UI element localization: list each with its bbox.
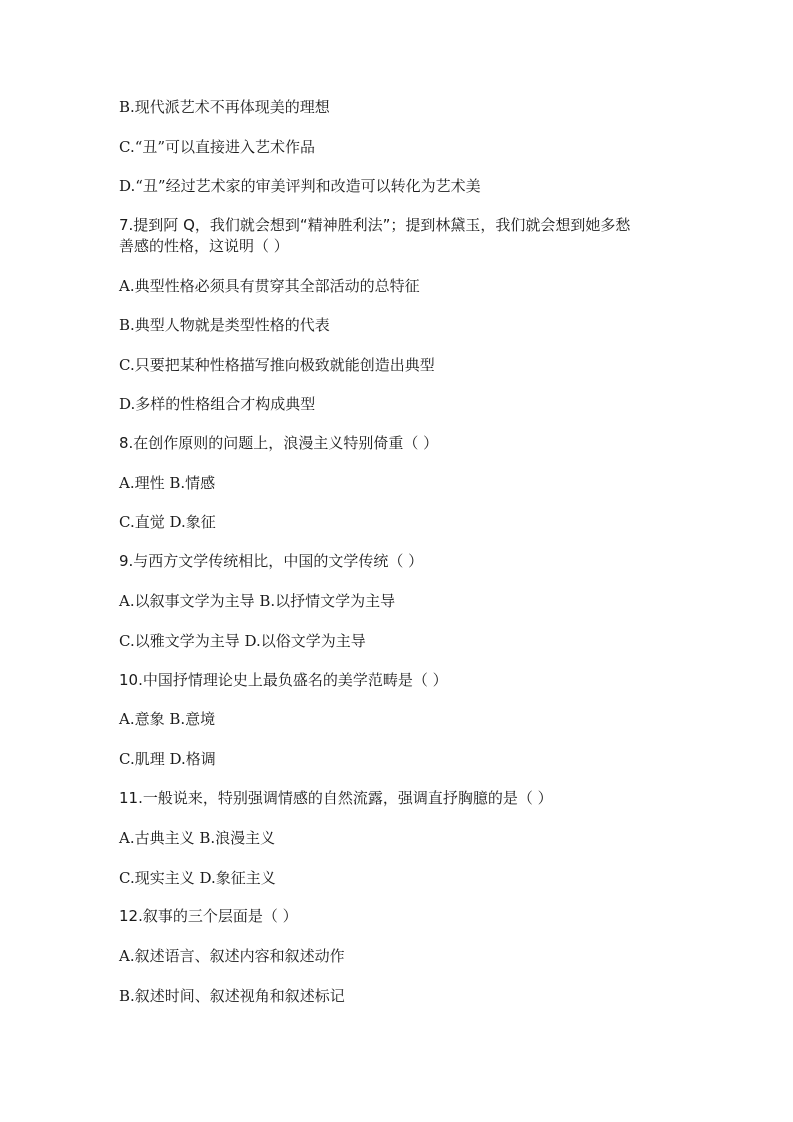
options-cd-q9: C.以雅文学为主导 D.以俗文学为主导 [119, 632, 366, 650]
question-12: 12.叙事的三个层面是（ ） [119, 907, 298, 925]
option-c-q6: C.“丑”可以直接进入艺术作品 [119, 138, 316, 156]
question-9: 9.与西方文学传统相比，中国的文学传统（ ） [119, 552, 424, 570]
option-b-q6: B.现代派艺术不再体现美的理想 [119, 98, 330, 116]
option-a-q12: A.叙述语言、叙述内容和叙述动作 [119, 947, 345, 965]
options-ab-q11: A.古典主义 B.浪漫主义 [119, 829, 276, 847]
option-b-q12: B.叙述时间、叙述视角和叙述标记 [119, 987, 345, 1005]
option-d-q7: D.多样的性格组合才构成典型 [119, 395, 316, 413]
options-ab-q9: A.以叙事文学为主导 B.以抒情文学为主导 [119, 592, 396, 610]
option-c-q7: C.只要把某种性格描写推向极致就能创造出典型 [119, 356, 435, 374]
option-a-q7: A.典型性格必须具有贯穿其全部活动的总特征 [119, 277, 420, 295]
options-cd-q8: C.直觉 D.象征 [119, 513, 216, 531]
options-ab-q8: A.理性 B.情感 [119, 474, 216, 492]
option-b-q7: B.典型人物就是类型性格的代表 [119, 316, 330, 334]
options-cd-q10: C.肌理 D.格调 [119, 750, 216, 768]
options-ab-q10: A.意象 B.意境 [119, 710, 216, 728]
question-8: 8.在创作原则的问题上，浪漫主义特别倚重（ ） [119, 434, 439, 452]
question-7-line-2: 善感的性格，这说明（ ） [119, 237, 289, 255]
question-7-line-1: 7.提到阿 Q，我们就会想到“精神胜利法”；提到林黛玉，我们就会想到她多愁 [119, 216, 631, 234]
option-d-q6: D.“丑”经过艺术家的审美评判和改造可以转化为艺术美 [119, 177, 481, 195]
options-cd-q11: C.现实主义 D.象征主义 [119, 869, 276, 887]
question-11: 11.一般说来，特别强调情感的自然流露，强调直抒胸臆的是（ ） [119, 789, 553, 807]
question-10: 10.中国抒情理论史上最负盛名的美学范畴是（ ） [119, 671, 448, 689]
